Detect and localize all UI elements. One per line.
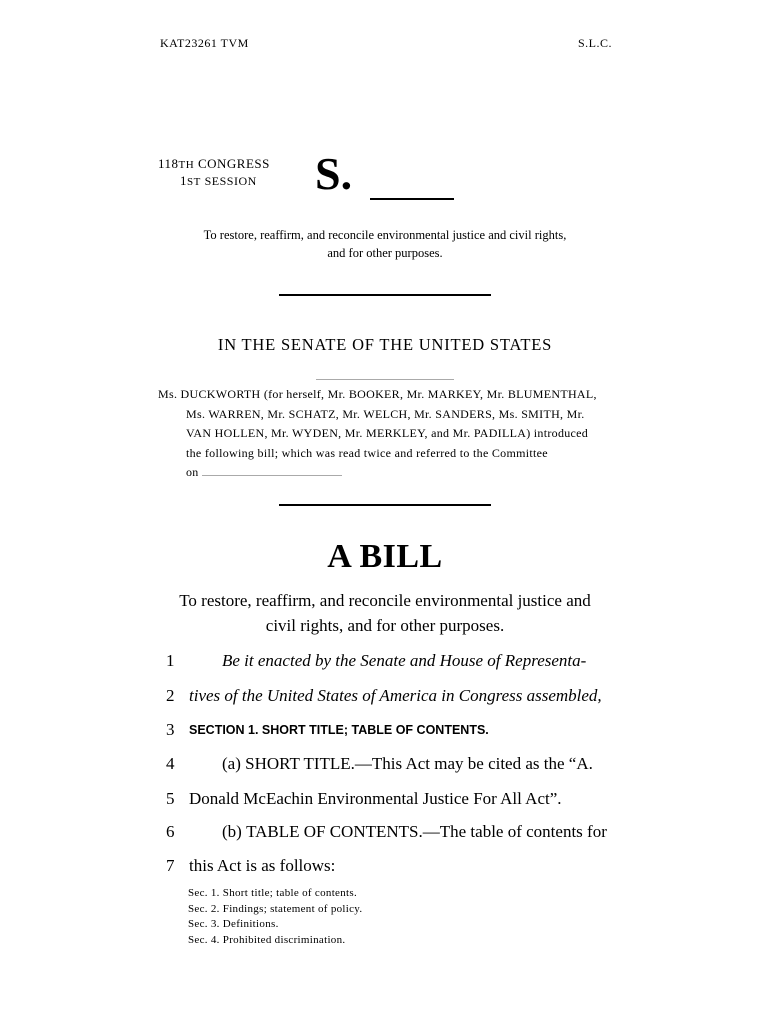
divider-thin (316, 379, 454, 380)
enacting-clause-line-1: Be it enacted by the Senate and House of Representa- (222, 651, 587, 670)
line-number: 1 (166, 651, 175, 670)
sponsors-line-3: VAN HOLLEN, Mr. WYDEN, Mr. MERKLEY, and Mr. PADILLA) introduced (186, 426, 589, 440)
session-number: 1 (180, 173, 187, 188)
subsection-heading: SHORT TITLE (245, 754, 351, 773)
toc-entry: Sec. 3. Definitions. (188, 918, 279, 930)
session-number-suffix: ST (187, 176, 201, 188)
purpose-top (150, 226, 620, 262)
line-number: 5 (166, 789, 175, 808)
bill-purpose (150, 588, 620, 638)
bill-number-blank (370, 198, 454, 200)
short-title-line-2: Donald McEachin Environmental Justice For All Act”. (189, 789, 562, 808)
congress-number: 118 (158, 156, 179, 171)
sponsors-line-4: the following bill; which was read twice and referred to the Committee (186, 445, 548, 460)
sponsors-line-2: Ms. WARREN, Mr. SCHATZ, Mr. WELCH, Mr. SANDERS, Ms. SMITH, Mr. (186, 406, 585, 421)
toc-entry: Sec. 2. Findings; statement of policy. (188, 902, 363, 915)
toc-entry: Sec. 1. Short title; table of contents. (188, 887, 358, 899)
congress-session-block (158, 156, 270, 190)
chamber-heading: IN THE SENATE OF THE UNITED STATES (217, 335, 553, 354)
header-doc-id: KAT23261 TVM (160, 36, 249, 50)
subsection-label: (b) (222, 822, 247, 841)
subsection-label: (a) (222, 754, 246, 773)
sponsors-line-1: Ms. DUCKWORTH (for herself, Mr. BOOKER, Mr. MARKEY, Mr. BLUMENTHAL, (158, 387, 597, 401)
bill-purpose-line-1: To restore, reaffirm, and reconcile environmental justice and (179, 591, 591, 610)
bill-purpose-line-2: civil rights, and for other purposes. (265, 616, 505, 635)
purpose-top-line-1: To restore, reaffirm, and reconcile environmental justice and civil rights, (203, 228, 567, 242)
sponsors-paragraph (158, 385, 612, 483)
line-number: 6 (166, 822, 175, 841)
subsection-heading: TABLE OF CONTENTS (246, 822, 419, 841)
congress-label: CONGRESS (197, 156, 270, 171)
toc-intro-line-1 (222, 822, 607, 842)
short-title-line-1 (222, 754, 593, 774)
divider-rule-bottom (279, 504, 491, 506)
purpose-top-line-2: and for other purposes. (327, 246, 443, 260)
session-label: SESSION (204, 174, 257, 188)
subsection-text: .—This Act may be cited as the “A. (350, 754, 593, 773)
header-slc: S.L.C. (577, 36, 612, 50)
subsection-text: .—The table of contents for (418, 822, 607, 841)
bill-heading: A BILL (327, 538, 443, 575)
enacting-clause-line-2: tives of the United States of America in Congress assembled, (189, 686, 602, 705)
toc-entry: Sec. 4. Prohibited discrimination. (188, 933, 346, 946)
sponsors-line-5: on (186, 465, 199, 479)
line-number: 7 (166, 856, 175, 875)
section-heading: SECTION 1. SHORT TITLE; TABLE OF CONTENTS. (189, 723, 489, 737)
divider-rule-top (279, 294, 491, 296)
bill-prefix: S. (315, 148, 353, 199)
line-number: 3 (166, 720, 175, 739)
line-number: 4 (166, 754, 175, 773)
congress-number-suffix: TH (178, 159, 195, 171)
toc-intro-line-2: this Act is as follows: (189, 856, 336, 875)
line-number: 2 (166, 686, 175, 705)
table-of-contents (188, 886, 362, 948)
committee-blank (202, 465, 342, 476)
